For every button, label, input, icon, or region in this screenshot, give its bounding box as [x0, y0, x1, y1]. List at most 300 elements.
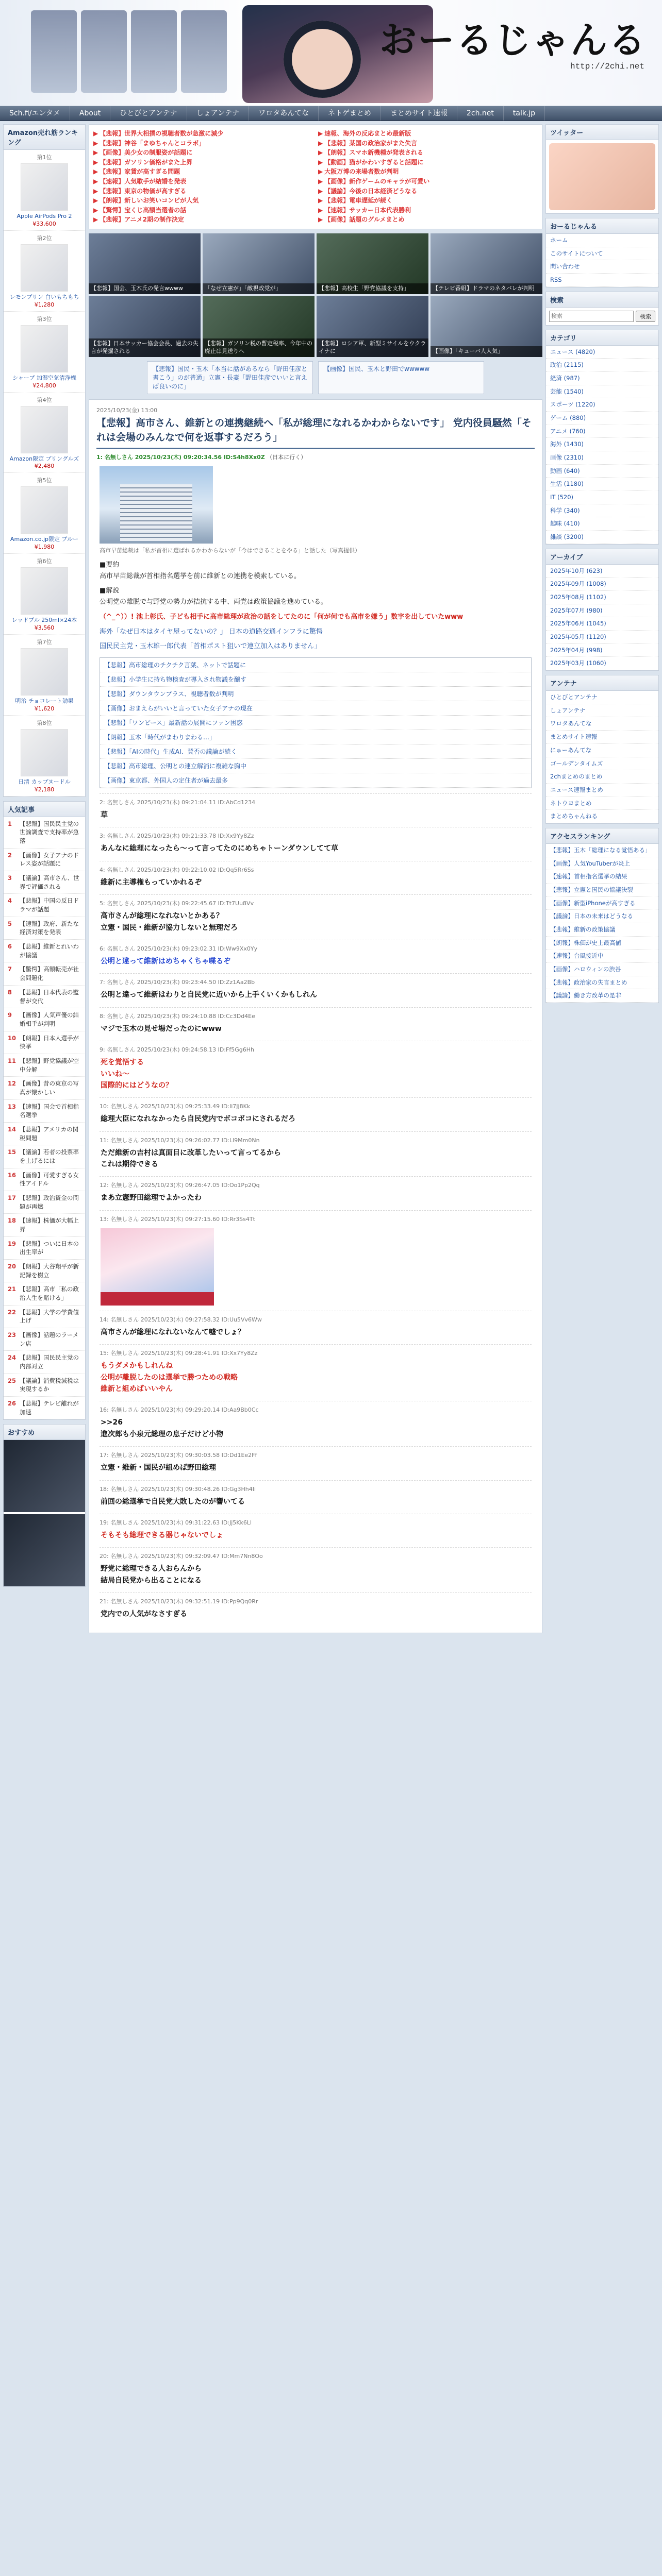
headline-link-text[interactable]: 【速報】サッカー日本代表勝利 — [324, 206, 411, 214]
popular-item[interactable] — [4, 1077, 85, 1099]
popular-item[interactable] — [4, 1351, 85, 1374]
popular-item[interactable] — [4, 1306, 85, 1328]
product-rank: 第2位 — [37, 234, 52, 242]
product-title[interactable]: レモンプリン 白いもちもち — [9, 293, 79, 300]
archive-item[interactable]: 2025年06月 (1045) — [546, 617, 658, 631]
popular-item[interactable] — [4, 962, 85, 985]
headline-link[interactable] — [93, 148, 313, 158]
article-highlight-link[interactable]: （^_^））! 池上彰氏、子ども相手に高市総理が政治の話をしてたのに「何が何でも高市を嫌う」数字を出していたwww — [100, 613, 464, 621]
related-links — [89, 361, 542, 394]
archive-item[interactable]: 2025年03月 (1060) — [546, 657, 658, 670]
popular-rank-number: 8 — [8, 988, 12, 996]
nav-link[interactable]: talk.jp — [504, 106, 545, 121]
response — [100, 1401, 532, 1440]
category-item[interactable]: 科学 (340) — [546, 504, 658, 518]
headline-link-text[interactable]: 【動画】猫がかわいすぎると話題に — [324, 158, 424, 166]
headline-link-text[interactable]: 【悲報】神谷「まゆちゃんとコラボ」 — [100, 139, 205, 147]
response — [100, 1311, 532, 1338]
antenna-item[interactable]: ネトウヨまとめ — [546, 797, 658, 810]
menu-item[interactable]: RSS — [546, 274, 658, 287]
popular-rank-number: 5 — [8, 920, 12, 927]
response-header: 14: 名無しさん 2025/10/23(木) 09:27:58.32 ID:Uu5Vv6Ww — [100, 1316, 262, 1323]
article-title[interactable]: 【悲報】高市さん、維新との連携継続へ「私が総理になれるかわからないです」 党内役員騒然「それは会場のみんなで何を返事するだろう」 — [96, 416, 535, 449]
headline-link[interactable] — [318, 167, 538, 177]
product-title[interactable]: Apple AirPods Pro 2 — [16, 213, 72, 219]
popular-item-title[interactable]: 【議論】若者の投票率を上げるには — [20, 1148, 79, 1164]
category-item[interactable]: IT (520) — [546, 491, 658, 504]
popular-item-title[interactable]: 【悲報】高市「私の政治人生を賭ける」 — [20, 1285, 79, 1301]
popular-rank-number: 6 — [8, 943, 12, 951]
popular-item-title[interactable]: 【悲報】野党協議が空中分解 — [20, 1057, 79, 1073]
popular-item-title[interactable]: 【悲報】テレビ離れが加速 — [20, 1400, 79, 1416]
response — [100, 1514, 532, 1541]
popular-item-title[interactable]: 【驚愕】高額転売が社会問題化 — [20, 965, 79, 982]
popular-rank-number: 21 — [8, 1285, 16, 1293]
headline-link[interactable] — [318, 187, 538, 196]
popular-rank-number: 16 — [8, 1171, 16, 1179]
response — [100, 940, 532, 967]
headline-link-text[interactable]: 【朗報】新しいお笑いコンビが人気 — [100, 197, 199, 205]
product-image[interactable] — [21, 244, 68, 292]
headline-bullet-icon: ▶ — [93, 149, 98, 157]
archive-item[interactable]: 2025年04月 (998) — [546, 644, 658, 657]
headline-bullet-icon: ▶ — [93, 216, 98, 224]
ad-link[interactable]: 【画像】東京都、外国人の定住者が過去最多 — [100, 773, 531, 788]
thumbnail-caption[interactable]: 【悲報】高校生「野党協議を支持」 — [317, 283, 428, 294]
headline-link-text[interactable]: 【議論】今後の日本経済どうなる — [324, 187, 418, 195]
category-item[interactable]: ゲーム (880) — [546, 412, 658, 425]
main-column — [89, 124, 542, 1633]
ranking-item[interactable]: 【悲報】維新の政策協議 — [546, 923, 658, 937]
product-rank: 第6位 — [37, 558, 52, 565]
headline-link[interactable] — [318, 158, 538, 167]
ad-link[interactable]: 【悲報】「ワンピース」最新話の展開にファン困惑 — [100, 716, 531, 730]
popular-item[interactable] — [4, 1191, 85, 1214]
product-price: ¥33,600 — [32, 220, 56, 227]
headline-link[interactable] — [93, 206, 313, 215]
antenna-box — [545, 675, 659, 824]
thumbnail-card[interactable] — [89, 233, 201, 294]
popular-item-title[interactable]: 【悲報】中国の反日ドラマが話題 — [20, 897, 79, 913]
popular-item[interactable] — [4, 1328, 85, 1351]
response-text: 高市さんが総理になれないなんて嘘でしょ？ — [101, 1328, 245, 1336]
product-price: ¥2,480 — [34, 463, 55, 470]
response-header: 18: 名無しさん 2025/10/23(木) 09:30:48.26 ID:Gg3Hh4Ii — [100, 1485, 256, 1493]
headline-link[interactable] — [93, 196, 313, 206]
product-item[interactable] — [4, 554, 85, 635]
popular-item-title[interactable]: 【速報】株価が大幅上昇 — [20, 1217, 79, 1233]
category-title: カテゴリ — [546, 330, 658, 346]
thumbnail-grid — [89, 233, 542, 357]
popular-articles-title: 人気記事 — [4, 802, 85, 817]
antenna-item[interactable]: 2chまとめのまとめ — [546, 770, 658, 784]
product-item[interactable] — [4, 231, 85, 312]
antenna-item[interactable]: しょアンテナ — [546, 704, 658, 718]
popular-rank-number: 19 — [8, 1240, 16, 1247]
popular-rank-number: 12 — [8, 1080, 16, 1088]
headline-link-text[interactable]: 速報、海外の反応まとめ最新版 — [324, 130, 411, 137]
popular-item-title[interactable]: 【悲報】維新とれいわが協議 — [20, 943, 79, 959]
popular-item[interactable] — [4, 1214, 85, 1236]
access-ranking-box — [545, 828, 659, 1003]
amazon-ranking — [3, 124, 86, 797]
product-title[interactable]: レッドブル 250ml×24本 — [11, 617, 77, 624]
popular-item-title[interactable]: 【画像】人気声優の結婚相手が判明 — [20, 1011, 79, 1027]
recommend-image-1[interactable] — [4, 1440, 85, 1512]
popular-item[interactable] — [4, 986, 85, 1008]
popular-item[interactable] — [4, 1123, 85, 1145]
thumbnail-caption[interactable]: 【悲報】国会、玉木氏の発言wwww — [89, 283, 201, 294]
product-title[interactable]: 明治 チョコレート効果 — [15, 698, 74, 705]
headline-bullet-icon: ▶ — [93, 187, 98, 195]
ranking-item[interactable]: 【悲報】玉木「総理になる覚悟ある」 — [546, 844, 658, 857]
headline-link-text[interactable]: 【悲報】世界大相撲の視聴者数が急激に減少 — [100, 130, 224, 137]
response-header: 7: 名無しさん 2025/10/23(木) 09:23:44.50 ID:Zz1Aa2Bb — [100, 979, 255, 986]
ad-link[interactable]: 【悲報】ダウンタウンプラス、視聴者数が判明 — [100, 687, 531, 701]
response-text: ただ維新の吉村は真面目に改革したいって言ってるから これは期待できる — [101, 1148, 281, 1169]
site-header — [0, 0, 662, 106]
popular-item[interactable] — [4, 871, 85, 894]
thumbnail-card[interactable] — [203, 296, 315, 357]
popular-item-title[interactable]: 【朗報】大谷翔平が新記録を樹立 — [20, 1262, 79, 1279]
related-link-1[interactable]: 【悲報】国民・玉木「本当に話があるなら「野田佳彦と書こう」のが普通」立憲・長妻「野田佳彦でいいと言えば良いのに」 — [147, 361, 313, 394]
response — [100, 1480, 532, 1507]
category-item[interactable]: 趣味 (410) — [546, 517, 658, 531]
popular-item[interactable] — [4, 1145, 85, 1168]
ad-link[interactable]: 【悲報】「AIの時代」生成AI、賛否の議論が続く — [100, 744, 531, 759]
product-item[interactable] — [4, 150, 85, 231]
headline-link[interactable] — [318, 177, 538, 187]
category-item[interactable]: ニュース (4820) — [546, 346, 658, 359]
archive-title: アーカイブ — [546, 549, 658, 565]
headline-link-text[interactable]: 【悲報】ガソリン価格がまた上昇 — [100, 158, 193, 166]
product-image[interactable] — [21, 325, 68, 372]
headline-bullet-icon: ▶ — [318, 206, 323, 214]
response — [100, 1592, 532, 1620]
ad-link[interactable]: 【悲報】小学生に持ち物検査が導入され物議を醸す — [100, 672, 531, 687]
thumbnail-card[interactable] — [431, 296, 542, 357]
product-item[interactable] — [4, 473, 85, 554]
thumbnail-caption[interactable]: 【画像】「キューバ人人気」 — [431, 346, 542, 357]
ranking-item[interactable]: 【朗報】株価が史上最高値 — [546, 937, 658, 950]
archive-item[interactable]: 2025年08月 (1102) — [546, 591, 658, 604]
headline-bullet-icon: ▶ — [318, 177, 323, 185]
product-title[interactable]: シャープ 加湿空気清浄機 — [12, 374, 76, 381]
response-header: 16: 名無しさん 2025/10/23(木) 09:29:20.14 ID:Aa9Bb0Cc — [100, 1406, 259, 1414]
category-item[interactable]: 動画 (640) — [546, 465, 658, 478]
product-image[interactable] — [21, 486, 68, 534]
ad-link[interactable]: 【悲報】高市総理のチクチク言葉、ネットで話題に — [100, 658, 531, 672]
headline-bullet-icon: ▶ — [318, 216, 323, 224]
ranking-item[interactable]: 【悲報】立憲と国民の協議決裂 — [546, 884, 658, 897]
product-image[interactable] — [21, 567, 68, 615]
popular-rank-number: 20 — [8, 1262, 16, 1270]
popular-item-title[interactable]: 【画像】話題のラーメン店 — [20, 1331, 79, 1347]
popular-item[interactable] — [4, 1100, 85, 1123]
thumbnail-card[interactable] — [89, 296, 201, 357]
right-sidebar — [545, 124, 659, 1633]
headline-bullet-icon: ▶ — [318, 197, 323, 205]
popular-item[interactable] — [4, 1237, 85, 1260]
recommend-title: おすすめ — [4, 1425, 85, 1440]
popular-item[interactable] — [4, 1031, 85, 1054]
popular-rank-number: 9 — [8, 1011, 12, 1019]
product-image[interactable] — [21, 648, 68, 696]
antenna-item[interactable]: まとめちゃんねる — [546, 810, 658, 823]
product-rank: 第7位 — [37, 639, 52, 646]
antenna-item[interactable]: ワロタあんてな — [546, 717, 658, 731]
response-header: 3: 名無しさん 2025/10/23(木) 09:21:33.78 ID:Xx9Yy8Zz — [100, 833, 254, 840]
thumbnail-card[interactable] — [431, 233, 542, 294]
category-item[interactable]: 政治 (2115) — [546, 359, 658, 372]
popular-item[interactable] — [4, 940, 85, 962]
nav-link[interactable]: ひとびとアンテナ — [110, 106, 187, 121]
popular-rank-number: 18 — [8, 1217, 16, 1225]
access-ranking-title: アクセスランキング — [546, 828, 658, 844]
response — [100, 793, 532, 821]
popular-rank-number: 11 — [8, 1057, 16, 1064]
product-rank: 第4位 — [37, 396, 52, 403]
article-sub-link-1[interactable]: 海外「なぜ日本はタイヤ屋ってないの？」 日本の道路交通インフラに驚愕 — [100, 628, 323, 636]
response — [100, 1176, 532, 1204]
header-thumbnails — [31, 10, 227, 93]
response-header: 10: 名無しさん 2025/10/23(木) 09:25:33.49 ID:Ii7Jj8Kk — [100, 1103, 251, 1110]
product-image[interactable] — [21, 163, 68, 211]
nav-link[interactable]: まとめサイト速報 — [381, 106, 457, 121]
menu-item[interactable]: ホーム — [546, 234, 658, 247]
thumbnail-caption[interactable]: 【悲報】ロシア軍、新型ミサイルをウクライナに — [317, 338, 428, 357]
category-item[interactable]: 雑談 (3200) — [546, 531, 658, 544]
headline-link[interactable] — [93, 139, 313, 148]
popular-item[interactable] — [4, 917, 85, 940]
nav-link[interactable]: ワロタあんてな — [249, 106, 319, 121]
response-image[interactable] — [101, 1228, 214, 1306]
category-item[interactable]: 画像 (2310) — [546, 451, 658, 465]
headline-link[interactable] — [93, 167, 313, 177]
thumbnail-card[interactable] — [317, 233, 428, 294]
headline-link-text[interactable]: 大阪万博の来場者数が判明 — [324, 168, 399, 176]
ad-link[interactable]: 【朗報】玉木「時代がまわりまわる…」 — [100, 730, 531, 744]
popular-item[interactable] — [4, 1168, 85, 1191]
category-item[interactable]: スポーツ (1220) — [546, 398, 658, 412]
product-rank: 第8位 — [37, 719, 52, 726]
antenna-item[interactable]: まとめサイト速報 — [546, 731, 658, 744]
popular-rank-number: 1 — [8, 820, 12, 827]
thumbnail-caption[interactable]: 【悲報】ガソリン税の暫定税率、今年中の廃止は見送りへ — [203, 338, 315, 357]
product-item[interactable] — [4, 312, 85, 393]
article-date: 2025/10/23(金) 13:00 — [96, 407, 158, 414]
popular-articles — [3, 801, 86, 1420]
product-image[interactable] — [21, 406, 68, 453]
category-item[interactable]: 芸能 (1540) — [546, 385, 658, 399]
headline-link-text[interactable]: 【画像】美少女の制服姿が話題に — [100, 149, 193, 157]
product-image[interactable] — [21, 729, 68, 776]
search-title: 検索 — [546, 292, 658, 308]
headline-bullet-icon: ▶ — [318, 187, 323, 195]
response-header: 11: 名無しさん 2025/10/23(木) 09:26:02.77 ID:Ll9Mm0Nn — [100, 1137, 260, 1144]
popular-item-title[interactable]: 【悲報】大学の学費値上げ — [20, 1308, 79, 1325]
headline-bullet-icon: ▶ — [318, 168, 323, 176]
popular-item[interactable] — [4, 894, 85, 917]
product-title[interactable]: 日清 カップヌードル — [18, 778, 71, 785]
headline-link-text[interactable]: 【驚愕】宝くじ高額当選者の話 — [100, 206, 187, 214]
search-button[interactable]: 検索 — [636, 311, 655, 322]
headline-bullet-icon: ▶ — [93, 158, 98, 166]
nav-link[interactable]: ネトゲまとめ — [319, 106, 381, 121]
headline-bullet-icon: ▶ — [93, 177, 98, 185]
headline-link[interactable] — [93, 177, 313, 187]
twitter-banner[interactable] — [549, 143, 655, 210]
popular-item-title[interactable]: 【議論】高市さん、世界で評価される — [20, 874, 79, 890]
menu-item[interactable]: このサイトについて — [546, 247, 658, 261]
response-header: 19: 名無しさん 2025/10/23(木) 09:31:22.63 ID:Jj5Kk6Ll — [100, 1519, 252, 1526]
popular-item-title[interactable]: 【悲報】アメリカの関税問題 — [20, 1125, 79, 1142]
headline-link[interactable] — [318, 196, 538, 206]
headline-link[interactable] — [93, 129, 313, 139]
headline-link-text[interactable]: 【悲報】アニメ2期の制作決定 — [100, 216, 184, 224]
thumbnail-caption[interactable]: 【テレビ番組】ドラマのネタバレが判明 — [431, 283, 542, 294]
headline-link-text[interactable]: 【速報】人気歌手が結婚を発表 — [100, 177, 187, 185]
article-sub-link-2[interactable]: 国民民主党・玉木雄一郎代表「首相ポスト狙いで連立加入はありません」 — [100, 642, 321, 650]
headline-bullet-icon: ▶ — [93, 139, 98, 147]
popular-item-title[interactable]: 【悲報】政治資金の問題が再燃 — [20, 1194, 79, 1210]
ranking-item[interactable]: 【画像】新型iPhoneが高すぎる — [546, 897, 658, 910]
headline-link-text[interactable]: 【朗報】スマホ新機種が発表される — [324, 149, 423, 157]
headline-link[interactable] — [318, 148, 538, 158]
thumbnail-caption[interactable]: 「なぜ立憲が」「敵視政党が」 — [203, 283, 315, 294]
site-url[interactable]: http://2chi.net — [570, 62, 644, 71]
site-logo[interactable]: おーるじゃんる — [379, 18, 647, 62]
nav-link[interactable]: Sch.fi/エンタメ — [0, 106, 70, 121]
headline-link-text[interactable]: 【画像】話題のグルメまとめ — [324, 216, 405, 224]
popular-item-title[interactable]: 【画像】昔の東京の写真が懐かしい — [20, 1080, 79, 1096]
popular-item-title[interactable]: 【画像】女子アナのドレス姿が話題に — [20, 851, 79, 868]
headline-link[interactable] — [318, 206, 538, 215]
ranking-item[interactable]: 【議論】働き方改革の是非 — [546, 989, 658, 1003]
headline-link[interactable] — [318, 139, 538, 148]
headline-bullet-icon: ▶ — [318, 149, 323, 157]
headline-link-text[interactable]: 【悲報】東京の物価が高すぎる — [100, 187, 187, 195]
popular-item[interactable] — [4, 849, 85, 871]
popular-rank-number: 25 — [8, 1377, 16, 1384]
ranking-item[interactable]: 【悲報】政治家の失言まとめ — [546, 976, 658, 990]
product-item[interactable] — [4, 635, 85, 716]
menu-item[interactable]: 問い合わせ — [546, 260, 658, 274]
antenna-item[interactable]: ひとびとアンテナ — [546, 691, 658, 704]
thumbnail-caption[interactable]: 【悲報】日本サッカー協会会長、過去の失言が発掘される — [89, 338, 201, 357]
headline-link[interactable] — [93, 187, 313, 196]
archive-item[interactable]: 2025年10月 (623) — [546, 565, 658, 578]
headline-link[interactable] — [318, 129, 538, 139]
nav-link[interactable]: 2ch.net — [457, 106, 504, 121]
product-rank: 第1位 — [37, 154, 52, 161]
headline-link-text[interactable]: 【悲報】電車遅延が続く — [324, 197, 393, 205]
nav-link[interactable]: しょアンテナ — [187, 106, 249, 121]
response — [100, 827, 532, 854]
response-text: そもそも総理できる器じゃないでしょ — [101, 1531, 223, 1539]
antenna-item[interactable]: にゅーあんてな — [546, 744, 658, 757]
headline-link[interactable] — [318, 215, 538, 225]
popular-item-title[interactable]: 【悲報】国民民主党の世論調査で支持率が急落 — [20, 820, 79, 845]
category-box — [545, 330, 659, 545]
headline-bullet-icon: ▶ — [318, 158, 323, 166]
archive-item[interactable]: 2025年07月 (980) — [546, 604, 658, 618]
ranking-item[interactable]: 【画像】ハロウィンの渋谷 — [546, 963, 658, 976]
popular-item[interactable] — [4, 1397, 85, 1419]
popular-item-title[interactable]: 【画像】可愛すぎる女性アイドル — [20, 1171, 79, 1188]
headline-bullet-icon: ▶ — [93, 206, 98, 214]
thumbnail-card[interactable] — [203, 233, 315, 294]
search-input[interactable] — [549, 311, 634, 322]
category-item[interactable]: 経済 (987) — [546, 372, 658, 385]
response-text: 公明と違って維新はめちゃくちゃ喋るぞ — [101, 957, 230, 965]
ranking-item[interactable]: 【議論】日本の未来はどうなる — [546, 910, 658, 923]
thumbnail-card[interactable] — [317, 296, 428, 357]
popular-item-title[interactable]: 【悲報】ついに日本の出生率が — [20, 1240, 79, 1256]
category-item[interactable]: アニメ (760) — [546, 425, 658, 438]
popular-item[interactable] — [4, 1054, 85, 1077]
popular-item-title[interactable]: 【速報】国会で首相指名選挙 — [20, 1103, 79, 1119]
headline-link[interactable] — [93, 158, 313, 167]
popular-item[interactable] — [4, 1260, 85, 1282]
product-item[interactable] — [4, 393, 85, 473]
archive-box — [545, 549, 659, 671]
response — [100, 1547, 532, 1586]
popular-item-title[interactable]: 【議論】消費税減税は実現するか — [20, 1377, 79, 1393]
headline-link[interactable] — [93, 215, 313, 225]
product-title[interactable]: Amazon.co.jp限定 ブルー — [10, 536, 79, 543]
ranking-item[interactable]: 【速報】首相指名選挙の結果 — [546, 870, 658, 884]
popular-item-title[interactable]: 【朗報】日本人選手が快挙 — [20, 1034, 79, 1050]
product-item[interactable] — [4, 716, 85, 796]
response-header: 13: 名無しさん 2025/10/23(木) 09:27:15.60 ID:Rr3Ss4Tt — [100, 1215, 255, 1223]
popular-item-title[interactable]: 【速報】政府、新たな経済対策を発表 — [20, 920, 79, 936]
archive-item[interactable]: 2025年09月 (1008) — [546, 578, 658, 591]
response-text: 死を覚悟する いいね～ 国際的にはどうなの？ — [101, 1058, 173, 1090]
ad-link[interactable]: 【悲報】高市総理、公明との連立解消に複雑な胸中 — [100, 759, 531, 773]
popular-item-title[interactable]: 【悲報】国民民主党の内部対立 — [20, 1354, 79, 1370]
product-price: ¥1,980 — [34, 544, 55, 551]
popular-rank-number: 4 — [8, 897, 12, 905]
product-title[interactable]: Amazon限定 プリングルズ — [9, 455, 79, 462]
related-link-2[interactable]: 【画像】国民、玉木と野田でwwwww — [318, 361, 484, 394]
popular-item[interactable] — [4, 1008, 85, 1031]
popular-item-title[interactable]: 【悲報】日本代表の監督が交代 — [20, 988, 79, 1005]
response-header: 8: 名無しさん 2025/10/23(木) 09:24:10.88 ID:Cc3Dd4Ee — [100, 1012, 255, 1020]
category-item[interactable]: 生活 (1180) — [546, 478, 658, 491]
response — [100, 1041, 532, 1091]
ranking-item[interactable]: 【速報】台風接近中 — [546, 950, 658, 963]
recommend-image-2[interactable] — [4, 1514, 85, 1586]
category-item[interactable]: 海外 (1430) — [546, 438, 658, 451]
archive-item[interactable]: 2025年05月 (1120) — [546, 631, 658, 644]
popular-item[interactable] — [4, 1374, 85, 1397]
headline-bullet-icon: ▶ — [318, 130, 323, 137]
response-text: 維新に主導権もっていかれるぞ — [101, 878, 202, 887]
nav-link[interactable]: About — [70, 106, 110, 121]
headline-link-text[interactable]: 【悲報】家賃が高すぎる問題 — [100, 168, 180, 176]
popular-item[interactable] — [4, 1282, 85, 1305]
popular-item[interactable] — [4, 817, 85, 849]
response-text: 総理大臣になれなかったら自民党内でボコボコにされるだろ — [101, 1115, 295, 1124]
headline-link-text[interactable]: 【画像】新作ゲームのキャラが可愛い — [324, 177, 430, 185]
headline-link-text[interactable]: 【悲報】某国の政治家がまた失言 — [324, 139, 418, 147]
ranking-item[interactable]: 【画像】人気YouTuberが炎上 — [546, 857, 658, 871]
antenna-item[interactable]: ニュース速報まとめ — [546, 784, 658, 797]
ad-link[interactable]: 【画像】おまえらがいいと言っていた女子アナの現在 — [100, 701, 531, 716]
antenna-item[interactable]: ゴールデンタイムズ — [546, 757, 658, 771]
popular-rank-number: 7 — [8, 965, 12, 973]
